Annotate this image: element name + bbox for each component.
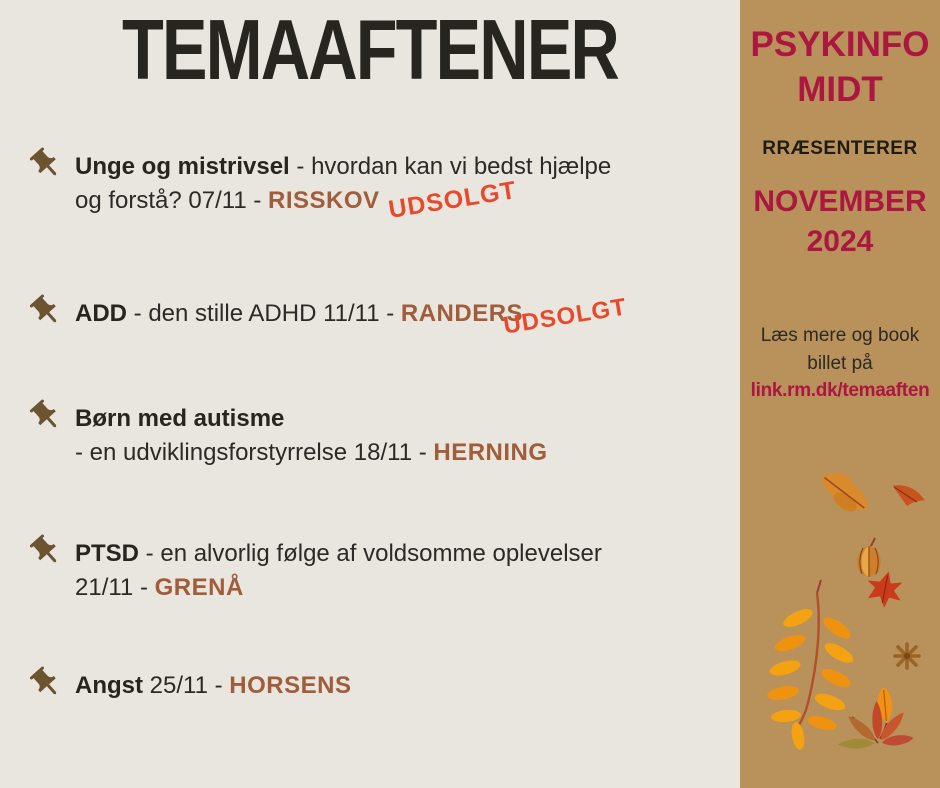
event-line xyxy=(75,571,602,605)
cta-line1: Læs mere og book xyxy=(760,325,920,346)
event-item-born-med-autisme xyxy=(28,402,548,470)
event-location: GRENÅ xyxy=(154,574,244,601)
pushpin-icon xyxy=(28,293,64,329)
event-location: RANDERS xyxy=(400,300,524,327)
oak-leaf-icon xyxy=(814,465,875,520)
event-location: HORSENS xyxy=(229,672,352,699)
event-line xyxy=(75,150,611,184)
sidebar xyxy=(740,0,940,788)
month-year xyxy=(740,182,940,262)
event-title: Børn med autisme xyxy=(75,405,285,432)
physalis-icon xyxy=(857,538,880,577)
pushpin-icon xyxy=(28,146,64,182)
poster-title: TEMAAFTENER xyxy=(122,3,618,99)
rowan-leaf-icon xyxy=(766,580,856,751)
event-item-add xyxy=(28,297,523,331)
brand-line2: MIDT xyxy=(797,70,883,109)
event-description: og forstå? 07/11 - xyxy=(75,187,269,214)
event-line xyxy=(75,537,602,571)
event-location: RISSKOV xyxy=(268,187,380,214)
event-item-ptsd xyxy=(28,537,602,605)
event-line xyxy=(75,402,548,436)
event-description: - en udviklingsforstyrrelse 18/11 - xyxy=(75,439,434,466)
event-title: Angst xyxy=(75,672,143,699)
event-description: - den stille ADHD 11/11 - xyxy=(127,300,401,327)
cta-text xyxy=(740,322,940,378)
event-title: PTSD xyxy=(75,540,140,567)
cta-line2: billet på xyxy=(807,353,873,374)
event-description: - hvordan kan vi bedst hjælpe xyxy=(289,153,612,180)
event-title: ADD xyxy=(75,300,127,327)
event-description: 25/11 - xyxy=(143,672,230,699)
creeper-leaf-icon xyxy=(838,701,914,749)
presents-label: RRÆSENTERER xyxy=(762,138,918,159)
brand-line1: PSYKINFO xyxy=(750,25,930,64)
pushpin-icon xyxy=(28,665,64,701)
soldout-badge: UDSOLGT xyxy=(386,176,519,224)
month-line2: 2024 xyxy=(806,225,874,258)
event-line xyxy=(75,669,351,703)
pushpin-icon xyxy=(28,533,64,569)
booking-link[interactable]: link.rm.dk/temaaften xyxy=(750,380,930,401)
brand-name xyxy=(740,22,940,112)
star-anise-icon xyxy=(895,644,919,668)
event-item-unge-og-mistrivsel xyxy=(28,150,611,218)
event-description: - en alvorlig følge af voldsomme oplevelser xyxy=(139,540,602,567)
event-title: Unge og mistrivsel xyxy=(75,153,290,180)
event-line xyxy=(75,184,611,218)
month-line1: NOVEMBER xyxy=(753,185,927,218)
soldout-badge: UDSOLGT xyxy=(501,293,629,340)
event-line xyxy=(75,436,548,470)
event-line xyxy=(75,297,523,331)
autumn-leaves-decoration xyxy=(740,458,940,788)
pushpin-icon xyxy=(28,398,64,434)
event-location: HERNING xyxy=(433,439,548,466)
event-item-angst xyxy=(28,669,351,703)
event-description: 21/11 - xyxy=(75,574,155,601)
small-red-leaf-icon xyxy=(888,482,927,511)
